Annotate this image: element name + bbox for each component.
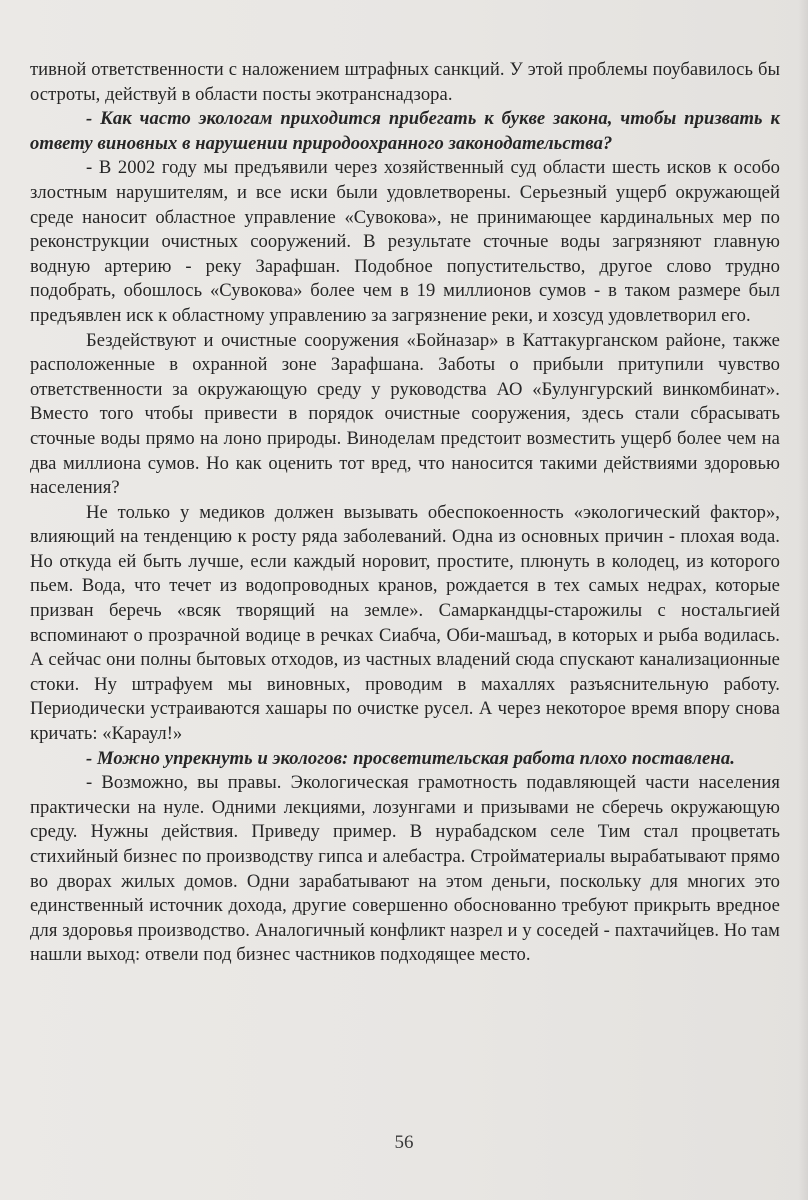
paragraph-4: Бездействуют и очистные сооружения «Бойназар» в Каттакурганском районе, также расположенные в охранной зоне Зарафшана. Заботы о прибыли притупили чувство ответственности за окружающую среду у руководства АО «Булунгурский винкомбинат». Вместо того чтобы привести в порядок очистные сооружения, здесь стали сбрасывать сточные воды прямо на лоно природы. Виноделам предстоит возместить ущерб более чем на два миллиона сумов. Но как оценить тот вред, что наносится такими действиями здоровью населения? (30, 329, 780, 499)
paragraph-7: - Возможно, вы правы. Экологическая грамотность подавляющей части населения практически на нуле. Одними лекциями, лозунгами и призывами не сберечь окружающую среду. Нужны действия. Приведу пример. В нурабадском селе Тим стал процветать стихийный бизнес по производству гипса и алебастра. Стройматериалы вырабатывают прямо во дворах жилых домов. Одни зарабатывают на этом деньги, поскольку для многих это единственный источник дохода, другие совершенно обоснованно требуют прикрыть вредное для здоровья производство. Аналогичный конфликт назрел и у соседей - пахтачийцев. Но там нашли выход: отвели под бизнес частников подходящее место. (30, 772, 780, 966)
page-number: 56 (394, 1132, 414, 1153)
interview-question-1: - Как часто экологам приходится прибегать к букве закона, чтобы призвать к ответу виновных в нарушении природоохранного законодательства? (30, 108, 780, 154)
paragraph-3: - В 2002 году мы предъявили через хозяйственный суд области шесть исков к особо злостным нарушителям, и все иски были удовлетворены. Серьезный ущерб окружающей среде наносит областное управление «Сувокова», не принимающее кардинальных мер по реконструкции очистных сооружений. В результате сточные воды загрязняют главную водную артерию - реку Зарафшан. Подобное попустительство, другое слово трудно подобрать, обошлось «Сувокова» более чем в 19 миллионов сумов - в таком размере был предъявлен иск к областному управлению за загрязнение реки, и хозсуд удовлетворил его. (30, 157, 780, 326)
paragraph-5: Не только у медиков должен вызывать обеспокоенность «экологический фактор», влияющий на тенденцию к росту ряда заболеваний. Одна из основных причин - плохая вода. Но откуда ей быть лучше, если каждый норовит, простите, плюнуть в колодец, из которого пьем. Вода, что течет из водопроводных кранов, рождается в тех самых недрах, которые призван беречь «всяк творящий на земле». Самаркандцы-старожилы с ностальгией вспоминают о прозрачной водице в речках Сиабча, Оби-машъад, в которых и рыба водилась. А сейчас они полны бытовых отходов, из частных владений сюда спускают канализационные стоки. Ну штрафуем мы виновных, проводим в махаллях разъяснительную работу. Периодически устраиваются хашары по очистке русел. А через некоторое время впору снова кричать: «Караул!» (30, 501, 780, 745)
article-body (30, 58, 780, 968)
page-edge-shadow (798, 0, 808, 1200)
interview-question-2: - Можно упрекнуть и экологов: просветительская работа плохо поставлена. (86, 747, 735, 769)
paragraph-1: тивной ответственности с наложением штрафных санкций. У этой проблемы поубавилось бы остроты, действуй в области посты экотранснадзора. (30, 59, 780, 105)
